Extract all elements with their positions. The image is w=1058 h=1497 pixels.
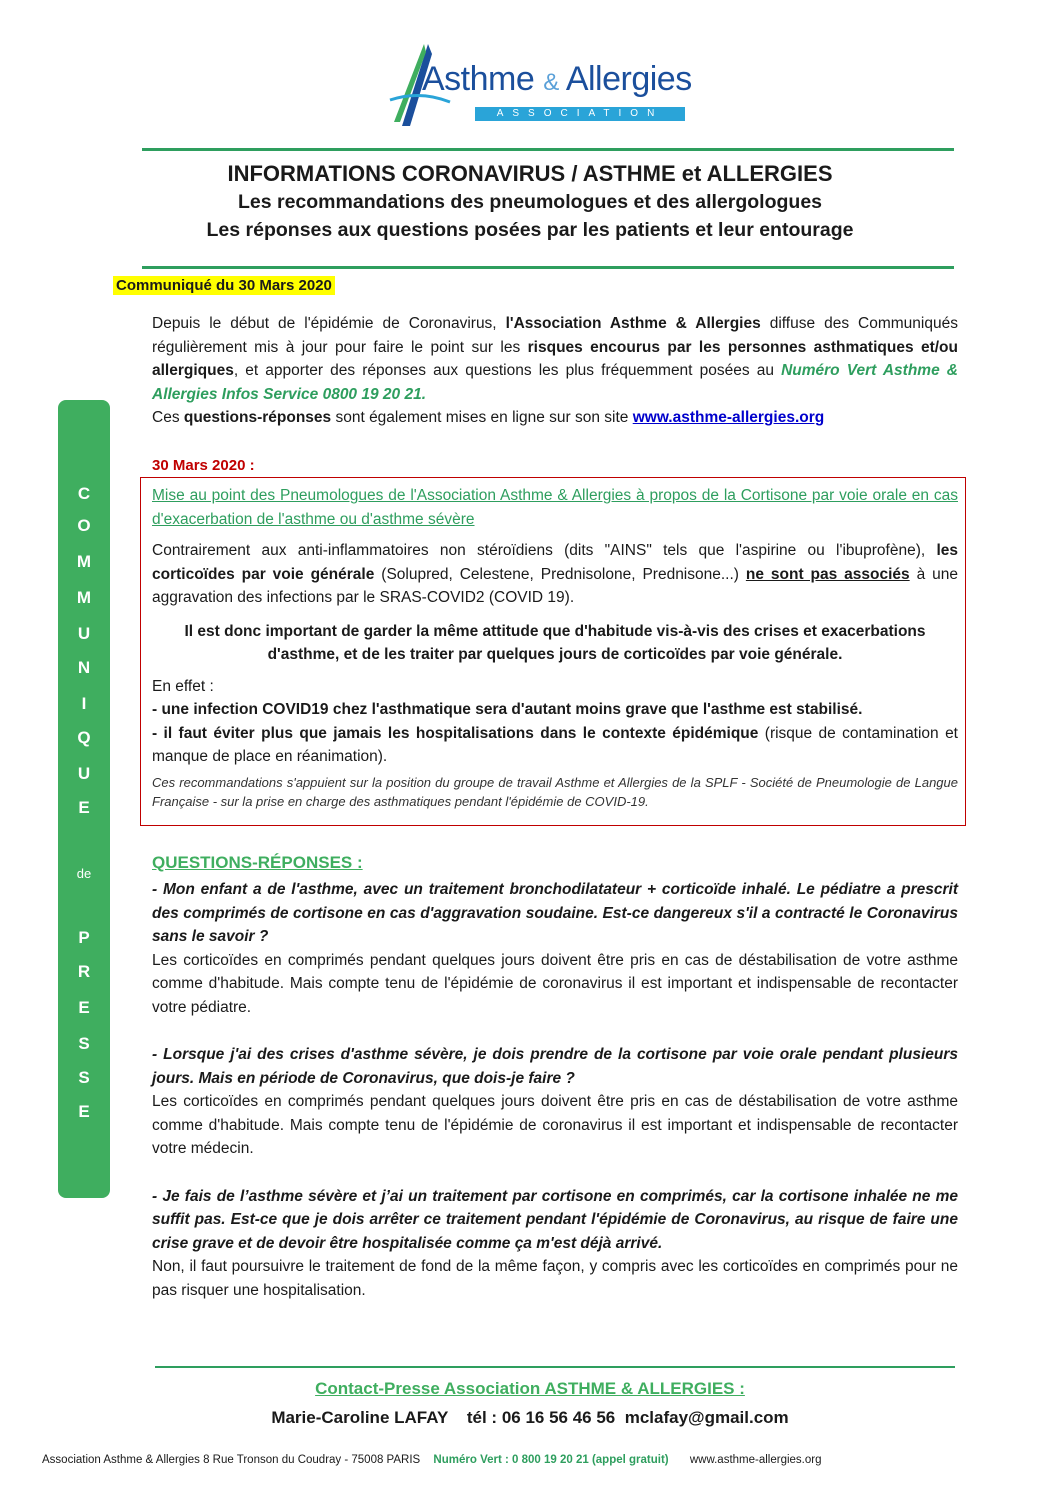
intro-text-4: Ces	[152, 409, 184, 426]
sidebar-letter: E	[78, 798, 90, 817]
statement-bullet-2	[152, 722, 958, 769]
intro-text-3: , et apporter des réponses aux questions les plus fréquemment posées au	[233, 362, 782, 379]
sidebar-letter: U	[77, 624, 91, 643]
sidebar-letter: U	[77, 764, 91, 783]
statement-source-note: Ces recommandations s'appuient sur la position du groupe de travail Asthme et Allergies de la SPLF - Société de Pneumologie de Langue Française - sur la prise en charge des asthmatiques pendant l'épidémie de COVID-19.	[152, 774, 958, 809]
sidebar-letter: C	[77, 484, 91, 503]
sidebar-letter: I	[81, 694, 87, 713]
sidebar-letter: P	[78, 928, 90, 947]
question-3: - Je fais de l’asthme sévère et j’ai un traitement par cortisone en comprimés, car la cortisone inhalée ne me suffit pas. Est-ce que je dois arrêter ce traitement pendant l'épidémie de Coronavirus, au risque de faire une crise grave et de devoir être hospitalisée comme ça m'est déjà arrivé.	[152, 1187, 958, 1252]
footer-numero-vert: Numéro Vert : 0 800 19 20 21 (appel gratuit)	[433, 1454, 669, 1466]
statement-corticoides: les corticoïdes par voie générale	[152, 542, 958, 583]
sidebar-letter: M	[76, 552, 92, 571]
sidebar-letter: O	[77, 516, 91, 535]
qa-section	[152, 878, 958, 1302]
header-bottom-rule	[142, 266, 954, 269]
statement-paragraph	[152, 539, 958, 610]
sidebar-de: de	[76, 866, 92, 881]
logo-association-band: ASSOCIATION	[475, 107, 685, 121]
statement-text-2: (Solupred, Celestene, Prednisolone, Prednisone...)	[374, 565, 746, 583]
header-top-rule	[142, 148, 954, 151]
statement-not-associated: ne sont pas associés	[745, 565, 910, 583]
statement-text-1: Contrairement aux anti-inflammatoires non stéroïdiens (dits "AINS" tels que l'aspirine ou l'ibuprofène),	[152, 542, 937, 559]
sidebar-letter: R	[77, 962, 91, 981]
sidebar-letter: S	[78, 1034, 90, 1053]
qa-heading: QUESTIONS-RÉPONSES :	[152, 853, 363, 872]
answer-2: Les corticoïdes en comprimés pendant quelques jours doivent être pris en cas de déstabilisation de votre asthme comme d'habitude. Mais compte tenu de l'épidémie de coronavirus il est important et indispensable de recontacter votre médecin.	[152, 1093, 958, 1157]
intro-paragraph	[152, 312, 958, 430]
footer-rule	[155, 1366, 955, 1368]
main-title: INFORMATIONS CORONAVIRUS / ASTHME et ALLERGIES	[227, 161, 833, 186]
statement-key-message: Il est donc important de garder la même attitude que d'habitude vis-à-vis des crises et exacerbations d'asthme, et de les traiter par quelques jours de corticoïdes par voie générale.	[184, 622, 926, 663]
footer-address: Association Asthme & Allergies 8 Rue Tronson du Coudray - 75008 PARIS	[42, 1454, 421, 1466]
sidebar-letter: E	[78, 998, 90, 1017]
logo-word2: Allergies	[565, 60, 692, 98]
intro-text-2: diffuse des Communiqués régulièrement mis à jour pour faire le point sur les	[152, 315, 958, 356]
contact-heading: Contact-Presse Association ASTHME & ALLERGIES :	[315, 1379, 745, 1398]
logo-wordmark	[422, 60, 692, 99]
bullet-2-text: (risque de contamination et manque de place en réanimation).	[152, 724, 958, 765]
bullet-2-bold: - il faut éviter plus que jamais les hospitalisations dans le contexte épidémique	[152, 724, 759, 742]
intro-text-1: Depuis le début de l'épidémie de Coronavirus,	[152, 315, 506, 332]
statement-en-effet: En effet :	[152, 677, 214, 695]
pneumologues-statement-box	[140, 477, 966, 826]
answer-1: Les corticoïdes en comprimés pendant quelques jours doivent être pris en cas de déstabilisation de votre asthme comme d'habitude. Mais compte tenu de l'épidémie de coronavirus il est important et indispensable de recontacter votre pédiatre.	[152, 951, 958, 1016]
answer-3: Non, il faut poursuivre le traitement de fond de la même façon, y compris avec les corticoïdes en comprimés pour ne pas risquer une hospitalisation.	[152, 1258, 958, 1299]
intro-text-5: sont également mises en ligne sur son site	[331, 409, 633, 426]
website-link[interactable]: www.asthme-allergies.org	[632, 409, 825, 426]
question-2: - Lorsque j'ai des crises d'asthme sévère, je dois prendre de la cortisone par voie orale pendant plusieurs jours. Mais en période de Coronavirus, que dois-je faire ?	[152, 1046, 958, 1087]
subtitle-2: Les réponses aux questions posées par les patients et leur entourage	[206, 219, 854, 241]
sidebar-letter: Q	[77, 728, 91, 747]
page-footer	[42, 1454, 1022, 1466]
intro-numero-vert: Numéro Vert Asthme & Allergies Infos Service 0800 19 20 21.	[152, 362, 959, 403]
question-1: - Mon enfant a de l'asthme, avec un traitement bronchodilatateur + corticoïde inhalé. Le pédiatre a prescrit des comprimés de cortisone en cas d'aggravation soudaine. Est-ce dangereux s'il a contracté le Coronavirus sans le savoir ?	[152, 881, 958, 945]
communique-de-presse-sidebar	[58, 400, 110, 1198]
statement-title: Mise au point des Pneumologues de l'Association Asthme & Allergies à propos de la Cortisone par voie orale en cas d'exacerbation de l'asthme ou d'asthme sévère	[152, 487, 958, 528]
statement-bullet-1	[152, 698, 958, 722]
page-titles	[100, 160, 960, 244]
logo-amp: &	[543, 69, 559, 96]
association-logo	[380, 40, 700, 130]
communique-date: Communiqué du 30 Mars 2020	[113, 276, 335, 295]
intro-qr: questions-réponses	[183, 409, 332, 426]
subtitle-1: Les recommandations des pneumologues et des allergologues	[237, 191, 823, 213]
intro-assoc-name: l'Association Asthme & Allergies	[505, 315, 761, 332]
sidebar-letter: S	[78, 1068, 90, 1087]
bullet-1-text: - une infection COVID19 chez l'asthmatique sera d'autant moins grave que l'asthme est stabilisé.	[152, 701, 863, 718]
statement-text-3: à une aggravation des infections par le SRAS-COVID2 (COVID 19).	[152, 565, 958, 606]
sidebar-letter: N	[77, 658, 91, 677]
contact-details: Marie-Caroline LAFAY tél : 06 16 56 46 56 mclafay@gmail.com	[271, 1408, 789, 1427]
sidebar-letter: M	[76, 588, 92, 607]
footer-site[interactable]: www.asthme-allergies.org	[689, 1454, 822, 1466]
logo-word1: Asthme	[422, 60, 535, 98]
sidebar-letter: E	[78, 1102, 90, 1121]
intro-risks: risques encourus par les personnes asthmatiques et/ou allergiques	[152, 338, 958, 379]
section-date: 30 Mars 2020 :	[152, 457, 255, 474]
